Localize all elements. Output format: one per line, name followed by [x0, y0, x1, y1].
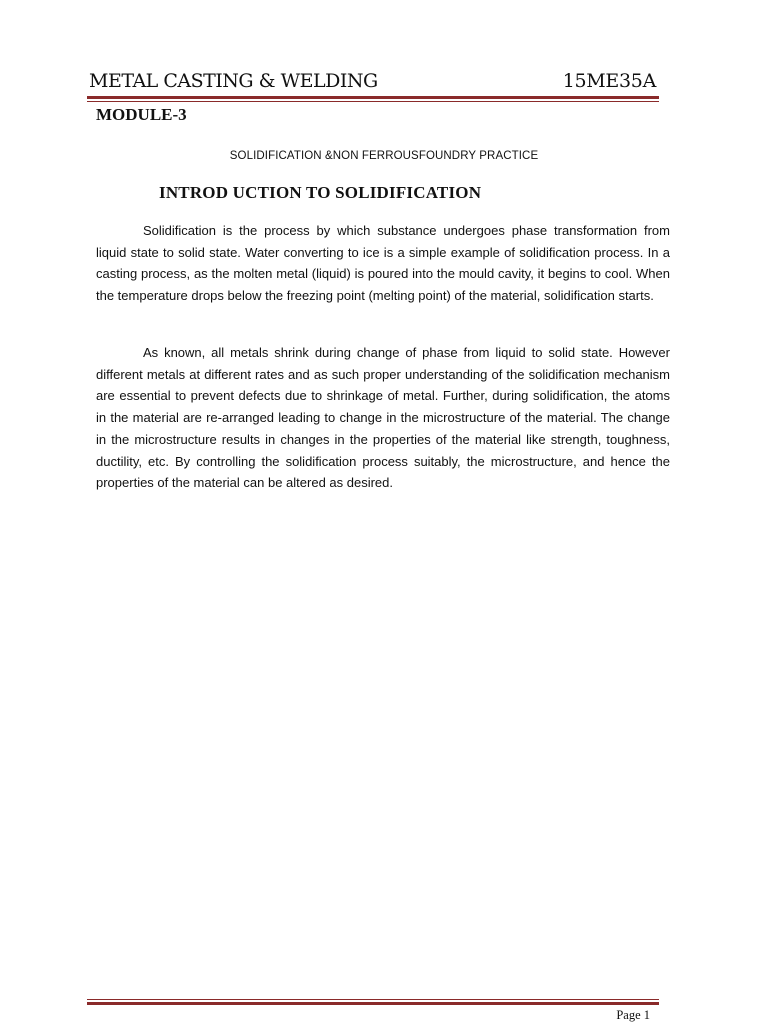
section-heading: INTROD UCTION TO SOLIDIFICATION: [159, 183, 482, 202]
module-subtitle: SOLIDIFICATION &NON FERROUSFOUNDRY PRACTICE: [229, 150, 539, 162]
footer-rule-thin: [87, 999, 659, 1000]
header-rule-thin: [87, 101, 659, 102]
header-rule-thick: [87, 96, 659, 99]
course-code: 15ME35A: [562, 70, 656, 92]
paragraph-1: Solidification is the process by which substance undergoes phase transformation from liquid state to solid state. Water converting to ice is a simple example of solidification process. In a casting process, as the molten metal (liquid) is poured into the mould cavity, it begins to cool. When the temperature drops below the freezing point (melting point) of the material, solidification starts.: [96, 223, 670, 304]
page-number: Page 1: [616, 1008, 650, 1022]
course-title: METAL CASTING & WELDING: [89, 70, 378, 92]
footer-rule-thick: [87, 1002, 659, 1005]
module-title: MODULE-3: [96, 105, 187, 124]
paragraph-2: As known, all metals shrink during change of phase from liquid to solid state. However different metals at different rates and as such proper understanding of the solidification mechanism are essential to prevent defects due to shrinkage of metal. Further, during solidification, the atoms in the material are re-arranged leading to change in the microstructure of the material. The change in the microstructure results in changes in the properties of the material like strength, toughness, ductility, etc. By controlling the solidification process suitably, the microstructure, and hence the properties of the material can be altered as desired.: [96, 345, 670, 491]
